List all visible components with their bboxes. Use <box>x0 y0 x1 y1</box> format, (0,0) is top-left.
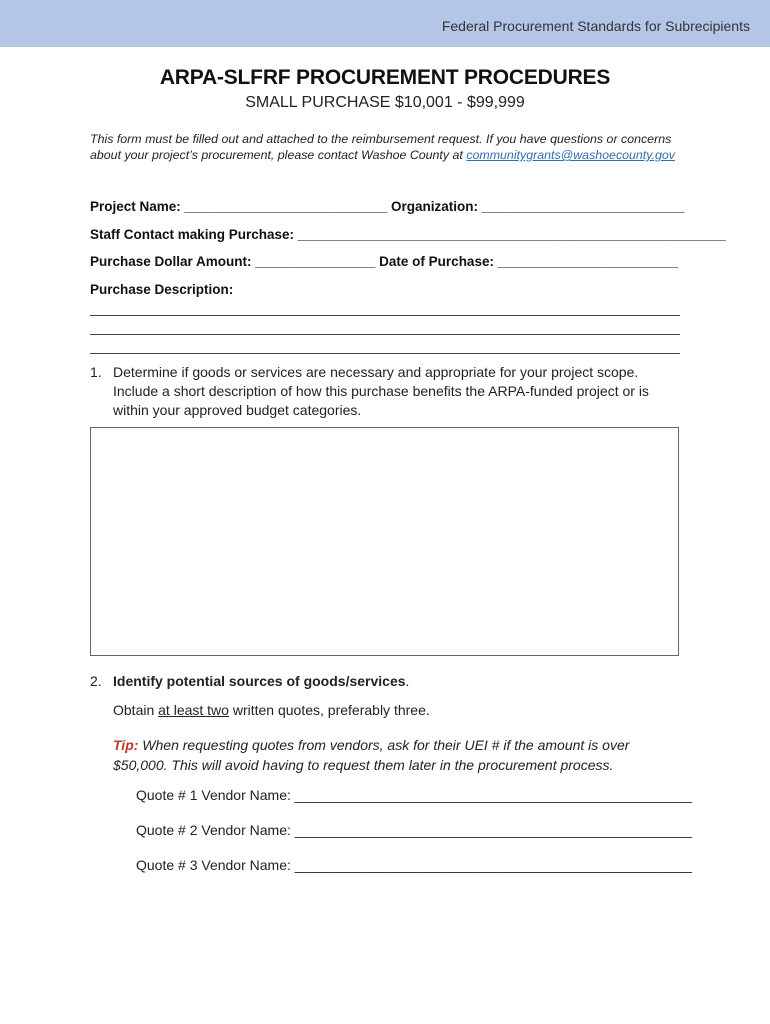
header-banner <box>0 0 770 47</box>
page-subtitle: SMALL PURCHASE $10,001 - $99,999 <box>245 94 525 111</box>
question-1-text: Determine if goods or services are necessary and appropriate for your project scope. Include a short description of how this purchase benefits the ARPA-funded project or is within your approved budget categories. <box>113 364 649 418</box>
intro-paragraph <box>90 131 690 163</box>
date-of-purchase-field[interactable]: Date of Purchase: ________________________ <box>379 254 678 269</box>
question-2-number: 2. <box>90 673 102 689</box>
purchase-description-label: Purchase Description: <box>90 282 234 297</box>
question-1-answer-box[interactable] <box>90 427 679 656</box>
question-1 <box>90 363 680 420</box>
page-title: ARPA-SLFRF PROCUREMENT PROCEDURES <box>159 66 611 89</box>
description-line[interactable] <box>90 334 680 335</box>
tip-note <box>113 735 678 775</box>
tip-text: When requesting quotes from vendors, ask for their UEI # if the amount is over $50,000. This will avoid having to request them later in the procurement process. <box>113 737 630 773</box>
obtain-underlined: at least two <box>158 702 229 718</box>
question-1-number: 1. <box>90 364 102 380</box>
description-line[interactable] <box>90 353 680 354</box>
amount-date-row <box>90 254 678 269</box>
organization-field[interactable]: Organization: ___________________________ <box>391 199 685 214</box>
question-2-heading-row <box>113 672 680 691</box>
obtain-suffix: written quotes, preferably three. <box>228 702 430 718</box>
description-line[interactable] <box>90 315 680 316</box>
intro-text: This form must be filled out and attached to the reimbursement request. If you have questions or concerns about your project’s procurement, please contact Washoe County at <box>90 132 672 162</box>
question-2 <box>90 672 680 691</box>
obtain-prefix: Obtain <box>113 702 159 718</box>
quote-3-vendor-field[interactable]: Quote # 3 Vendor Name: ___________________________________________________ <box>136 857 692 873</box>
question-2-heading: Identify potential sources of goods/services <box>113 673 406 689</box>
contact-email-link[interactable]: communitygrants@washoecounty.gov <box>466 148 675 162</box>
banner-text: Federal Procurement Standards for Subrecipients <box>441 18 750 34</box>
project-name-field[interactable]: Project Name: ___________________________ <box>90 199 388 214</box>
quote-1-vendor-field[interactable]: Quote # 1 Vendor Name: ___________________________________________________ <box>136 787 692 803</box>
tip-label: Tip: <box>113 737 139 753</box>
obtain-quotes-text <box>113 701 678 720</box>
purchase-amount-field[interactable]: Purchase Dollar Amount: ________________ <box>90 254 376 269</box>
project-org-row <box>90 199 685 214</box>
staff-contact-field[interactable]: Staff Contact making Purchase: _________________________________________________________ <box>90 227 726 242</box>
quote-2-vendor-field[interactable]: Quote # 2 Vendor Name: ___________________________________________________ <box>136 822 692 838</box>
question-2-heading-suffix: . <box>405 673 410 689</box>
